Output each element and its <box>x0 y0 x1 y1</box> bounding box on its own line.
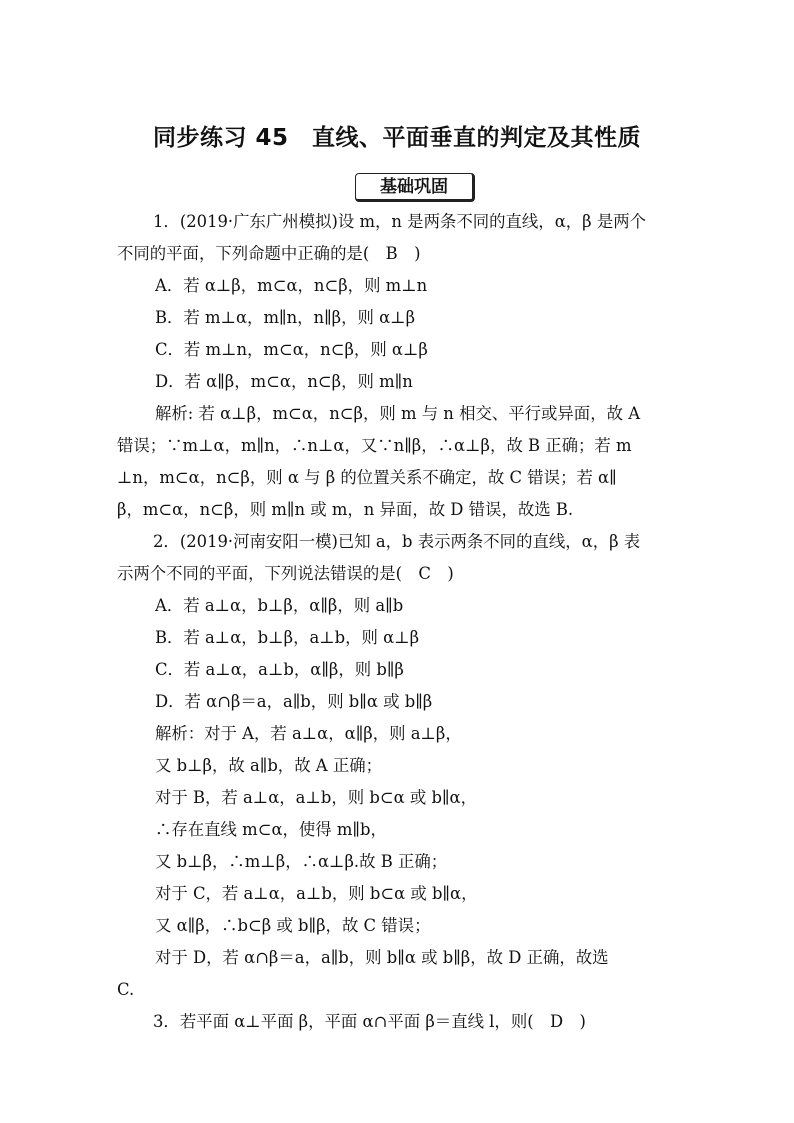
q2-solution-6: 对于 C，若 a⊥α，a⊥b，则 b⊂α 或 b∥α， <box>155 884 478 903</box>
q1-solution-1: 解析: 若 α⊥β，m⊂α，n⊂β，则 m 与 n 相交、平行或异面，故 A <box>155 404 641 423</box>
q2-solution-2: 又 b⊥β，故 a∥b，故 A 正确； <box>155 756 383 775</box>
q2-option-a: A．若 a⊥α，b⊥β，α∥β，则 a∥b <box>155 596 404 615</box>
q2-solution-9: C. <box>117 980 135 999</box>
q2-solution-8: 对于 D，若 α∩β＝a，a∥b，则 b∥α 或 b∥β，故 D 正确，故选 <box>155 948 609 967</box>
q1-option-c: C．若 m⊥n，m⊂α，n⊂β，则 α⊥β <box>155 340 428 359</box>
q1-option-a: A．若 α⊥β，m⊂α，n⊂β，则 m⊥n <box>155 276 428 295</box>
q2-option-c: C．若 a⊥α，a⊥b，α∥β，则 b∥β <box>155 660 404 679</box>
q3-line-1: 3．若平面 α⊥平面 β，平面 α∩平面 β＝直线 l，则( D ) <box>153 1012 586 1031</box>
q2-option-b: B．若 a⊥α，b⊥β，a⊥b，则 α⊥β <box>155 628 420 647</box>
section-label-box: 基础巩固 <box>355 173 475 202</box>
q2-solution-1: 解析：对于 A，若 a⊥α，α∥β，则 a⊥β， <box>155 724 462 743</box>
q2-option-d: D．若 α∩β＝a，a∥b，则 b∥α 或 b∥β <box>155 692 433 711</box>
q2-solution-3: 对于 B，若 a⊥α，a⊥b，则 b⊂α 或 b∥α， <box>155 788 477 807</box>
q1-solution-4: β，m⊂α，n⊂β，则 m∥n 或 m，n 异面，故 D 错误，故选 B. <box>117 500 574 519</box>
q2-line-1: 2．(2019·河南安阳一模)已知 a，b 表示两条不同的直线，α，β 表 <box>153 532 641 551</box>
q1-line-2: 不同的平面，下列命题中正确的是( B ) <box>117 244 421 263</box>
q2-line-2: 示两个不同的平面，下列说法错误的是( C ) <box>117 564 454 583</box>
q1-option-d: D．若 α∥β，m⊂α，n⊂β，则 m∥n <box>155 372 413 391</box>
q2-solution-5: 又 b⊥β，∴m⊥β，∴α⊥β.故 B 正确； <box>155 852 448 871</box>
page-title: 同步练习 45 直线、平面垂直的判定及其性质 <box>152 125 641 151</box>
q2-solution-7: 又 α∥β，∴b⊂β 或 b∥β，故 C 错误； <box>155 916 431 935</box>
q1-solution-3: ⊥n，m⊂α，n⊂β，则 α 与 β 的位置关系不确定，故 C 错误；若 α∥ <box>117 468 617 487</box>
q2-solution-4: ∴存在直线 m⊂α，使得 m∥b， <box>155 820 387 839</box>
q1-line-1: 1．(2019·广东广州模拟)设 m，n 是两条不同的直线，α，β 是两个 <box>153 212 647 231</box>
q1-solution-2: 错误；∵m⊥α，m∥n，∴n⊥α，又∵n∥β，∴α⊥β，故 B 正确；若 m <box>117 436 632 455</box>
q1-option-b: B．若 m⊥α，m∥n，n∥β，则 α⊥β <box>155 308 416 327</box>
